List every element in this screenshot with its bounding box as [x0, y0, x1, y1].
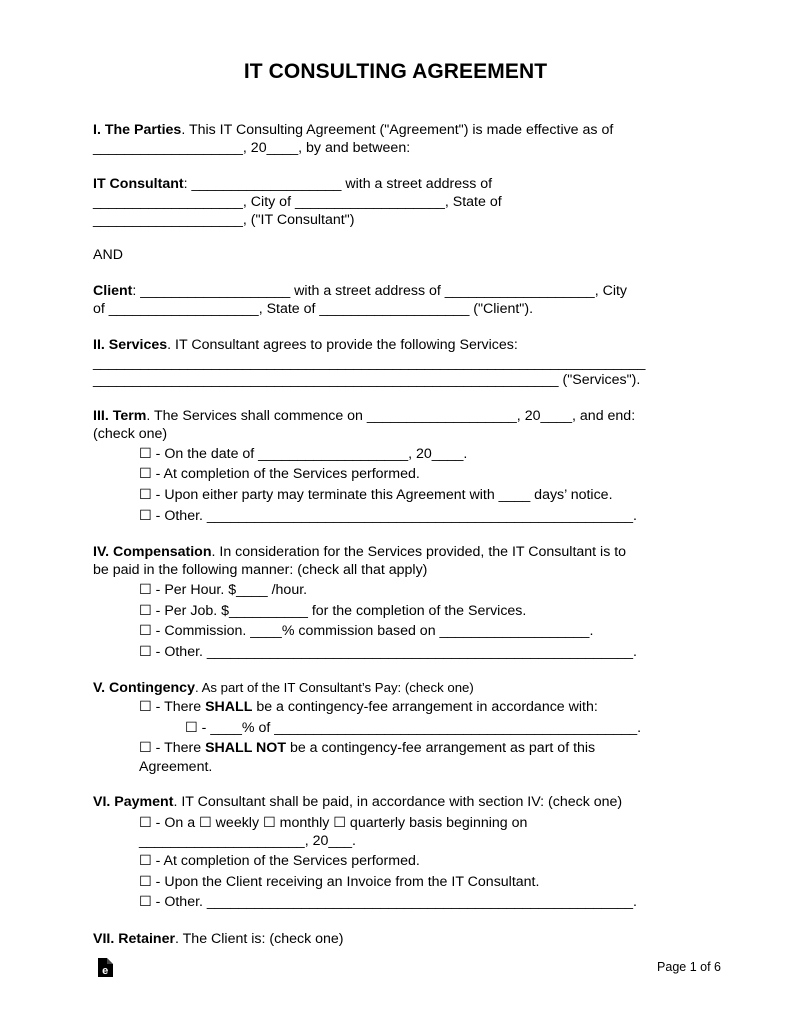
compensation-option-hourly[interactable]: ☐ - Per Hour. $____ /hour. — [139, 582, 308, 598]
services-line-3: ___________________________________________________________ ("Services"). — [93, 372, 641, 388]
payment-option-periodic[interactable]: ☐ - On a ☐ weekly ☐ monthly ☐ quarterly basis beginning on — [139, 815, 528, 831]
compensation-option-other[interactable]: ☐ - Other. ______________________________________________________. — [139, 644, 637, 660]
contingency-option-shall-not[interactable]: ☐ - There SHALL NOT be a contingency-fee arrangement as part of this — [139, 740, 596, 756]
term-option-completion[interactable]: ☐ - At completion of the Services performed. — [139, 466, 420, 482]
payment-option-other[interactable]: ☐ - Other. ______________________________________________________. — [139, 894, 637, 910]
retainer-heading: VII. Retainer — [93, 931, 176, 947]
parties-line-2: ___________________, 20____, by and between: — [93, 140, 411, 156]
term-option-other[interactable]: ☐ - Other. ______________________________________________________. — [139, 508, 637, 524]
term-heading: III. Term — [93, 408, 147, 424]
contingency-heading: V. Contingency — [93, 680, 195, 696]
payment-option-invoice[interactable]: ☐ - Upon the Client receiving an Invoice from the IT Consultant. — [139, 874, 540, 890]
page-number: Page 1 of 6 — [657, 960, 721, 974]
and-text: AND — [93, 247, 123, 263]
compensation-line-1: IV. Compensation. In consideration for the Services provided, the IT Consultant is to — [93, 544, 627, 560]
term-line-1: III. Term. The Services shall commence on ___________________, 20____, and end: — [93, 408, 636, 424]
services-blank-line: ______________________________________________________________________ — [93, 355, 646, 371]
client-label: Client — [93, 283, 133, 299]
parties-heading: I. The Parties — [93, 122, 182, 138]
consultant-line-1: IT Consultant: ___________________ with a street address of — [93, 176, 493, 192]
term-line-2: (check one) — [93, 426, 168, 442]
eforms-logo-icon — [97, 958, 113, 977]
contingency-line-1: V. Contingency. As part of the IT Consultant’s Pay: (check one) — [93, 680, 474, 696]
compensation-heading: IV. Compensation — [93, 544, 212, 560]
contingency-option-shall[interactable]: ☐ - There SHALL be a contingency-fee arrangement in accordance with: — [139, 699, 598, 715]
compensation-line-2: be paid in the following manner: (check all that apply) — [93, 562, 428, 578]
payment-line-1: VI. Payment. IT Consultant shall be paid, in accordance with section IV: (check one) — [93, 794, 623, 810]
contingency-percent-option[interactable]: ☐ - ____% of ______________________________________________. — [185, 720, 642, 736]
payment-heading: VI. Payment — [93, 794, 174, 810]
term-option-termination[interactable]: ☐ - Upon either party may terminate this Agreement with ____ days’ notice. — [139, 487, 613, 503]
consultant-line-3: ___________________, ("IT Consultant") — [93, 212, 355, 228]
services-line-1: II. Services. IT Consultant agrees to provide the following Services: — [93, 337, 518, 353]
document-title: IT CONSULTING AGREEMENT — [243, 60, 548, 83]
term-option-date[interactable]: ☐ - On the date of ___________________, 20____. — [139, 446, 468, 462]
client-line-2: of ___________________, State of ___________________ ("Client"). — [93, 301, 534, 317]
payment-option-completion[interactable]: ☐ - At completion of the Services performed. — [139, 853, 420, 869]
services-heading: II. Services — [93, 337, 168, 353]
compensation-option-commission[interactable]: ☐ - Commission. ____% commission based on ___________________. — [139, 623, 594, 639]
retainer-line-1: VII. Retainer. The Client is: (check one) — [93, 931, 344, 947]
consultant-line-2: ___________________, City of ___________________, State of — [93, 194, 502, 210]
consultant-label: IT Consultant — [93, 176, 184, 192]
svg-text:e: e — [102, 965, 109, 977]
payment-option-periodic-cont: _____________________, 20___. — [139, 833, 356, 849]
compensation-option-per-job[interactable]: ☐ - Per Job. $__________ for the completion of the Services. — [139, 603, 527, 619]
contingency-option-shall-not-cont: Agreement. — [139, 759, 213, 775]
parties-line-1: I. The Parties. This IT Consulting Agreement ("Agreement") is made effective as of — [93, 122, 614, 138]
client-line-1: Client: ___________________ with a street address of ___________________, City — [93, 283, 628, 299]
